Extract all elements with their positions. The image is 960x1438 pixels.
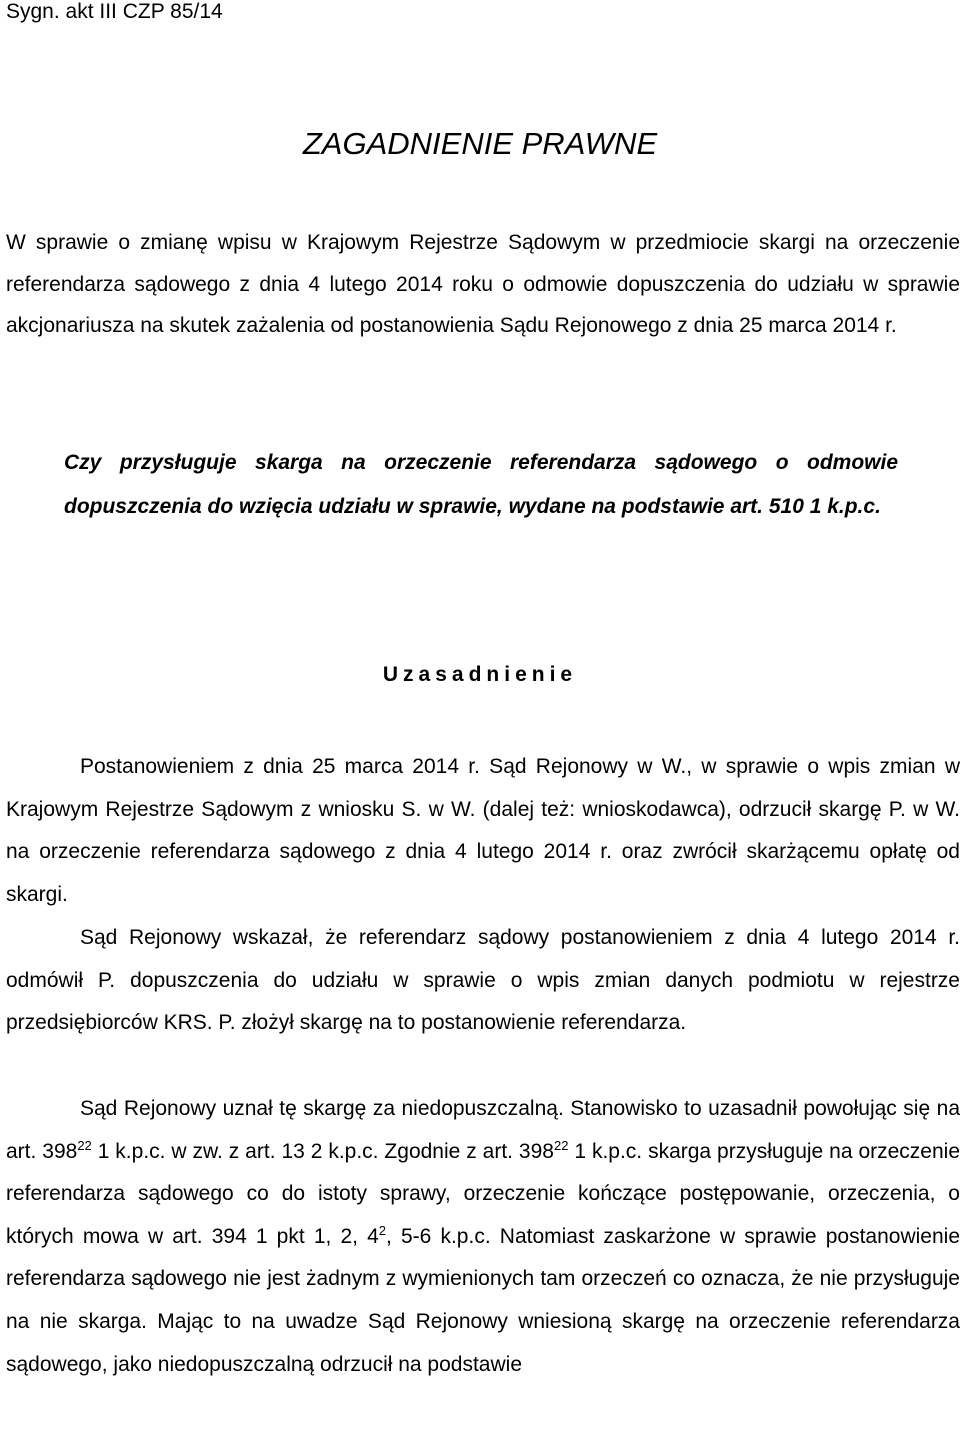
- legal-question: Czy przysługuje skarga na orzeczenie referendarza sądowego o odmowie dopuszczenia do wzięcia udziału w sprawie, wydane na podstawie art. 510 1 k.p.c.: [64, 451, 898, 518]
- document-title: ZAGADNIENIE PRAWNE: [302, 126, 658, 161]
- body-paragraph-1: Postanowieniem z dnia 25 marca 2014 r. Sąd Rejonowy w W., w sprawie o wpis zmian w Krajowym Rejestrze Sądowym z wniosku S. w W. (dalej też: wnioskodawca), odrzucił skargę P. w W. na orzeczenie referendarza sądowego z dnia 4 lutego 2014 r. oraz zwrócił skarżącemu opłatę od skargi.: [6, 755, 960, 906]
- superscript-22-first: 22: [77, 1137, 92, 1153]
- body-paragraph-2: Sąd Rejonowy wskazał, że referendarz sądowy postanowieniem z dnia 4 lutego 2014 r. odmówił P. dopuszczenia do udziału w sprawie o wpis zmian danych podmiotu w rejestrze przedsiębiorców KRS. P. złożył skargę na to postanowienie referendarza.: [6, 926, 960, 1035]
- paragraph-3-text-part-2: 1 k.p.c. w zw. z art. 13 2 k.p.c. Zgodnie z art. 398: [91, 1139, 554, 1163]
- paragraph-3-text-part-1: Sąd Rejonowy uznał tę skargę za niedopuszczalną. Stanowisko to uzasadnił powołując się na art. 398: [6, 1097, 960, 1163]
- paragraph-3-text-part-3: 1 k.p.c. skarga przysługuje na orzeczenie referendarza sądowego co do istoty sprawy, orzeczenie kończące postępowanie, orzeczenia, o których mowa w art. 394 1 pkt 1, 2, 4: [6, 1139, 960, 1248]
- superscript-22-second: 22: [553, 1137, 569, 1153]
- superscript-2: 2: [378, 1222, 387, 1238]
- body-paragraph-3: [6, 1088, 960, 1386]
- reasons-heading: Uzasadnienie: [382, 663, 578, 686]
- intro-paragraph: W sprawie o zmianę wpisu w Krajowym Rejestrze Sądowym w przedmiocie skargi na orzeczenie referendarza sądowego z dnia 4 lutego 2014 roku o odmowie dopuszczenia do udziału w sprawie akcjonariusza na skutek zażalenia od postanowienia Sądu Rejonowego z dnia 25 marca 2014 r.: [6, 231, 960, 337]
- paragraph-3-text-part-4: , 5-6 k.p.c. Natomiast zaskarżone w sprawie postanowienie referendarza sądowego nie jest żadnym z wymienionych tam orzeczeń co oznacza, że nie przysługuje na nie skarga. Mając to na uwadze Sąd Rejonowy wniesioną skargę na orzeczenie referendarza sądowego, jako niedopuszczalną odrzucił na podstawie: [6, 1224, 960, 1376]
- case-signature: Sygn. akt III CZP 85/14: [6, 0, 223, 23]
